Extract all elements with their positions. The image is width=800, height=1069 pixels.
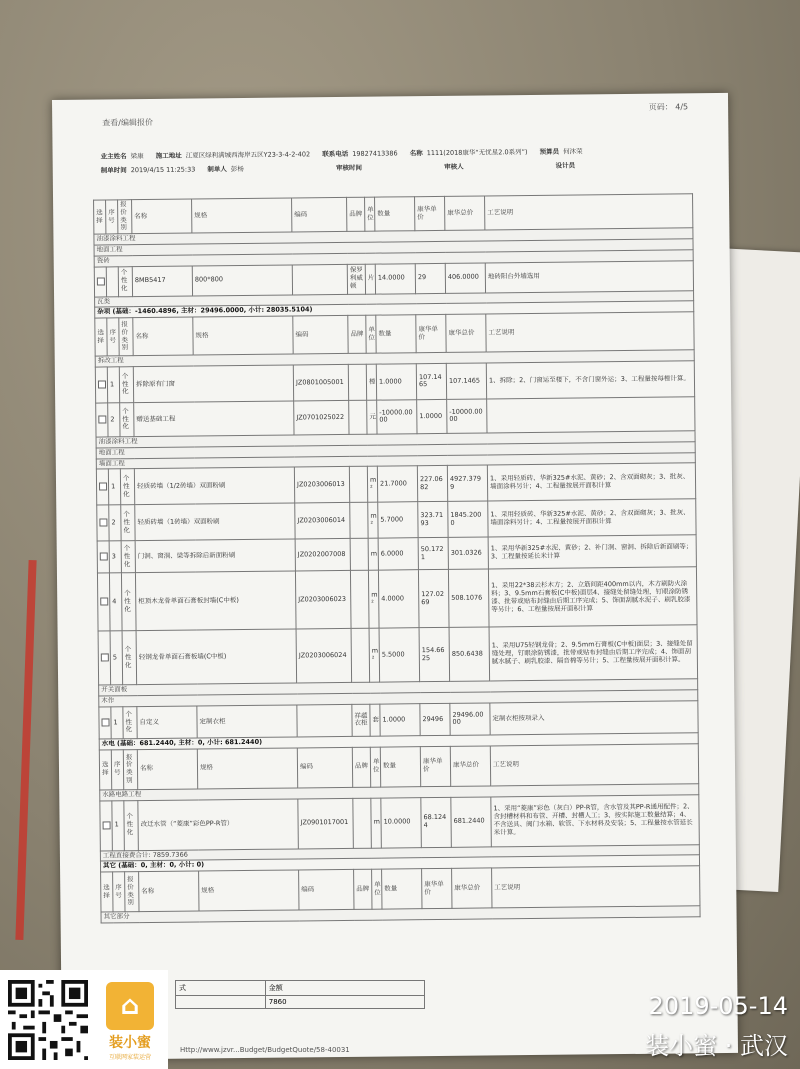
- cell-name: 8MB5417: [132, 266, 192, 297]
- cell-qty: 6.0000: [378, 538, 418, 570]
- logo-tagline: 互联网家装运营: [108, 1054, 151, 1061]
- direct-cost-total: 工程直接费合计: 7859.7366: [100, 844, 699, 861]
- row-checkbox[interactable]: [103, 821, 111, 829]
- header-select: 选择: [94, 200, 106, 234]
- info-line-2: [101, 160, 579, 174]
- cell-code: JZ0203006014: [295, 503, 350, 540]
- cell-brand: 祥蕴衣柜: [352, 704, 370, 736]
- cell-desc: 1、采用U75轻钢龙骨；2、9.5mm石膏板(C中板)面层；3、接缝处留缝处理，钉眼涂防锈漆，批带或贴布封缝由后期工序完成；4、饰面刮腻水腻子、刷乳胶漆、隔音棉等另计；5、工程量按展开面积计算。: [489, 625, 698, 681]
- header-unit: 单位: [365, 197, 375, 231]
- header-select: 选择: [99, 750, 111, 790]
- logo-name: 装小蜜: [109, 1035, 151, 1051]
- table-row: [97, 567, 697, 631]
- cell-type: 个性化: [124, 800, 139, 850]
- cell-name: 柜顶木龙骨单面石膏板封墙(C中板): [135, 571, 296, 631]
- cell-total: 107.1465: [446, 363, 486, 399]
- cell-desc: 地砖阳台外墙选用: [485, 260, 693, 292]
- cell-desc: 1、采用轻质砖、华新325#水泥、黄砂；2、含双面砌灰；3、批灰、墙面涂料另计；4、工程量按展开面积计算: [488, 499, 696, 537]
- cell-qty: 5.7000: [378, 502, 418, 538]
- table-row: [97, 499, 696, 541]
- header-unit: 单位: [372, 869, 382, 909]
- header-desc: 工艺说明: [486, 312, 694, 352]
- cell-price: 50.1721: [418, 538, 448, 570]
- cell-code: JZ0203006024: [296, 629, 352, 684]
- cell-qty: 4.0000: [378, 570, 419, 628]
- header-name: 名称: [139, 871, 199, 912]
- owner-value: 梁康: [130, 152, 144, 161]
- cell-qty: 5.5000: [379, 628, 420, 682]
- header-qty: 数量: [375, 197, 415, 232]
- row-checkbox[interactable]: [99, 483, 107, 491]
- header-select: 选择: [101, 872, 113, 912]
- section-paint-2: 油漆涂料工程: [96, 431, 695, 448]
- cell-desc: 定制衣柜按项录入: [490, 701, 698, 735]
- table-row: [98, 625, 698, 685]
- cell-desc: 1、拆除；2、门窗运至楼下，不含门窗外运；3、工程量按每樘计算。: [486, 361, 694, 399]
- header-total: 康华总价: [446, 314, 486, 352]
- header-brand: 品牌: [347, 197, 365, 231]
- misc-summary: 杂项 (基础：-1460.4896, 主材：29496.0000, 小计: 28035.5104): [95, 301, 694, 318]
- footer-url: Http://www.jzvr...Budget/BudgetQuote/58-40031: [180, 1046, 350, 1054]
- cell-total: 681.2440: [451, 796, 492, 846]
- section-floor: 地面工程: [94, 239, 693, 256]
- section-wood: 木作: [99, 690, 698, 707]
- cell-total: 4927.3799: [447, 465, 487, 501]
- qr-code-icon: [8, 980, 88, 1060]
- cell-code: JZ0202007008: [295, 539, 350, 572]
- cell-price: 107.1465: [416, 363, 446, 399]
- name-value: 1111(2018康华“无忧星2.0系列”): [426, 148, 528, 158]
- page-title: 查看/编辑报价: [102, 117, 153, 128]
- cell-price: 227.0682: [417, 466, 447, 502]
- cell-seq: 1: [108, 469, 120, 505]
- header-seq: 序号: [113, 872, 125, 912]
- header-desc: 工艺说明: [492, 866, 700, 908]
- phone-value: 19827413386: [352, 149, 398, 158]
- review-time-label: 审核时间: [335, 163, 363, 173]
- header-price: 康华单价: [415, 196, 445, 230]
- cell-total: 850.6438: [449, 627, 490, 681]
- row-checkbox[interactable]: [99, 519, 107, 527]
- cell-unit: m²: [369, 628, 380, 682]
- photo-brand-stamp: 装小蜜 · 武汉: [645, 1032, 788, 1060]
- phone-label: 联系电话: [322, 149, 349, 159]
- cell-brand: 保罗利威顿: [347, 264, 365, 294]
- table-row: [95, 361, 694, 403]
- footer-summary-box: [175, 980, 425, 1020]
- section-switch: 开关面板: [99, 679, 698, 696]
- cell-price: 1.0000: [417, 399, 447, 433]
- designer-label: 设计员: [555, 161, 576, 170]
- row-checkbox[interactable]: [98, 416, 106, 424]
- address-value: 江夏区绿利满城西海岸五区Y23-3-4-2-402: [185, 150, 311, 160]
- cell-name: 赠送基础工程: [134, 401, 294, 437]
- cell-desc: 1、采用华新325#水泥、黄砂；2、补门洞、窗洞、拆除后新面刷等；3、工程量按延长米计算: [488, 535, 696, 569]
- cell-spec: 定制衣柜: [197, 705, 297, 738]
- cell-desc: 1、采用22*38云杉木方；2、立筋间距400mm以内，木方刷防火涂料；3、9.5mm石膏板(C中板)面层4、接缝处留缝处理，钉眼涂防锈漆、批带或贴布封缝由后期工序完成；5、饰面刮腻水泥子、刷乳胶漆等另计；6、工程量按展开面积计算: [488, 567, 697, 627]
- header-type: 报价类别: [119, 318, 133, 356]
- bee-icon: ⌂: [106, 982, 154, 1030]
- section-demolish: 拆改工程: [95, 350, 694, 367]
- cell-seq: 1: [107, 367, 119, 403]
- cell-unit: m²: [368, 570, 379, 628]
- header-price: 康华单价: [416, 315, 446, 353]
- owner-label: 业主姓名: [100, 152, 127, 161]
- header-desc: 工艺说明: [485, 194, 693, 230]
- header-spec: 规格: [192, 198, 292, 233]
- row-checkbox[interactable]: [97, 277, 105, 285]
- watermark-panel: [0, 970, 168, 1069]
- maker-value: 彭杨: [230, 164, 244, 174]
- address-label: 施工地址: [155, 151, 182, 160]
- cell-seq: 4: [109, 573, 122, 631]
- cell-type: 个性化: [120, 469, 134, 505]
- top-table: [93, 193, 701, 923]
- cell-code: JZ0901017001: [298, 798, 354, 849]
- cell-unit: m²: [368, 502, 378, 538]
- header-unit: 单位: [366, 315, 376, 353]
- cell-type: 个性化: [119, 367, 133, 403]
- cell-unit: m²: [367, 466, 377, 502]
- header-unit: 单位: [370, 747, 380, 787]
- footer-amount: 7860: [265, 996, 424, 1009]
- cell-unit: m: [368, 538, 378, 570]
- reviewer-label: 审核人: [444, 162, 464, 171]
- header-qty: 数量: [380, 746, 420, 786]
- cell-name: 改迁水管（“菱康”彩色PP-R管）: [138, 799, 299, 851]
- table-row: [96, 463, 695, 505]
- row-checkbox[interactable]: [100, 598, 108, 606]
- cell-name: 拆除原有门窗: [133, 365, 293, 403]
- maker-label: 制单人: [207, 165, 227, 174]
- cell-price: 29: [415, 263, 445, 293]
- row-checkbox[interactable]: [101, 654, 109, 662]
- cell-seq: 3: [109, 541, 121, 573]
- header-brand: 品牌: [352, 747, 370, 787]
- header-spec: 规格: [199, 870, 299, 911]
- footer-label-1: 式: [176, 981, 266, 996]
- date-value: 2019/4/15 11:25:33: [130, 165, 196, 175]
- cell-name: 轻质砖墙（1/2砖墙）双面粉刷: [134, 467, 294, 505]
- cell-total: 29496.0000: [450, 703, 490, 735]
- cell-name: 门洞、窗洞、梁等拆除后新面粉刷: [135, 539, 295, 573]
- table-header-row: [99, 744, 698, 790]
- header-spec: 规格: [193, 316, 293, 355]
- cell-name: 轻质砖墙（1砖墙）双面粉刷: [135, 503, 295, 541]
- cell-unit: 樘: [366, 364, 376, 400]
- cell-name: 轻钢龙骨单面石膏板墙(C中板): [136, 629, 297, 685]
- cell-unit: m: [371, 798, 382, 848]
- header-qty: 数量: [382, 869, 422, 909]
- header-brand: 品牌: [354, 869, 372, 909]
- brand-logo: [100, 982, 160, 1060]
- header-code: 编码: [297, 747, 352, 788]
- table-header-row: [95, 312, 694, 356]
- section-paint: 油漆涂料工程: [94, 228, 693, 245]
- cell-price: 323.7193: [418, 502, 448, 538]
- header-brand: 品牌: [348, 315, 366, 353]
- info-line-1: [101, 146, 593, 160]
- budget-label: 预算员: [539, 147, 560, 156]
- cell-qty: -10000.0000: [377, 400, 417, 434]
- section-floor-2: 地面工程: [96, 442, 695, 459]
- cell-total: 508.1076: [448, 569, 489, 627]
- cell-total: 301.0326: [448, 537, 488, 569]
- row-checkbox[interactable]: [100, 553, 108, 561]
- table-row: [100, 794, 699, 850]
- cell-seq: 2: [109, 505, 121, 541]
- cell-seq: 1: [111, 707, 123, 739]
- name-label: 名称: [409, 149, 423, 158]
- other-summary: 其它 (基础：0, 主材：0, 小计: 0): [100, 855, 699, 872]
- section-water: 水路电路工程: [100, 784, 699, 801]
- cell-type: 个性化: [121, 541, 135, 573]
- header-total: 康华总价: [452, 868, 492, 908]
- cell-type: 个性化: [122, 631, 137, 685]
- header-price: 康华单价: [422, 868, 452, 908]
- cell-price: 29496: [420, 703, 450, 735]
- header-type: 报价类别: [123, 749, 137, 789]
- cell-total: -10000.0000: [447, 399, 487, 433]
- cell-total: 1845.2000: [448, 501, 488, 537]
- header-seq: 序号: [107, 318, 119, 356]
- cell-unit: 片: [365, 264, 375, 294]
- header-seq: 序号: [106, 200, 118, 234]
- water-summary: 水电 (基础：681.2440, 主材：0, 小计: 681.2440): [99, 733, 698, 750]
- footer-label-2: 金额: [265, 981, 424, 996]
- section-other: 其它部分: [101, 906, 700, 923]
- cell-unit: 套: [370, 704, 380, 736]
- cell-seq: 5: [110, 631, 123, 685]
- date-label: 制单时间: [100, 166, 127, 175]
- header-code: 编码: [293, 316, 348, 355]
- cell-qty: 10.0000: [381, 797, 422, 847]
- row-checkbox[interactable]: [101, 718, 109, 726]
- header-qty: 数量: [376, 315, 416, 353]
- section-tile: 瓷砖: [94, 250, 693, 267]
- budget-value: 何沐荣: [563, 147, 583, 156]
- header-seq: 序号: [111, 750, 123, 790]
- cell-code: JZ0203006013: [294, 467, 349, 504]
- header-spec: 规格: [197, 748, 297, 789]
- photo-date-stamp: 2019-05-14: [648, 992, 788, 1020]
- header-total: 康华总价: [445, 196, 485, 231]
- header-name: 名称: [132, 199, 192, 234]
- header-type: 报价类别: [125, 872, 139, 912]
- cell-total: 406.0000: [445, 263, 485, 293]
- cell-qty: 1.0000: [380, 704, 420, 736]
- header-name: 名称: [137, 749, 197, 790]
- cell-qty: 21.7000: [377, 466, 417, 502]
- cell-type: 个性化: [118, 266, 132, 296]
- header-select: 选择: [95, 318, 107, 356]
- cell-desc: [487, 397, 695, 433]
- cell-seq: 2: [108, 403, 120, 437]
- section-wall: 墙面工程: [96, 452, 695, 469]
- cell-spec: 800*800: [192, 265, 292, 296]
- cell-code: JZ0701025022: [294, 400, 349, 435]
- cell-unit: 元: [367, 400, 377, 434]
- cell-type: 个性化: [121, 505, 135, 541]
- cell-name: 自定义: [137, 706, 197, 739]
- header-type: 报价类别: [118, 200, 132, 234]
- cell-price: 127.0269: [418, 570, 449, 628]
- cell-type: 个性化: [123, 707, 137, 739]
- quote-document: [52, 93, 738, 1060]
- header-desc: 工艺说明: [490, 744, 698, 786]
- cell-type: 个性化: [121, 573, 136, 631]
- header-price: 康华单价: [420, 746, 450, 786]
- row-checkbox[interactable]: [98, 381, 106, 389]
- cell-price: 154.6625: [419, 628, 450, 682]
- header-code: 编码: [299, 870, 354, 911]
- cell-desc: 1、采用“菱康”彩色（灰白）PP-R管，含水管及其PP-R通用配件；2、含封槽材料和布管、开槽、封槽人工；3、按实际施工数量结算；4、不含送具、阀门水箱、软管、下水材料及安装；5、工程量按水管延长米计算。: [491, 794, 700, 846]
- section-tile-2: 瓦类: [95, 290, 694, 307]
- cell-seq: 1: [112, 800, 125, 850]
- header-code: 编码: [292, 197, 347, 232]
- cell-code: JZ0801005001: [293, 364, 348, 401]
- table-header-row: [101, 866, 700, 912]
- header-total: 康华总价: [450, 746, 490, 786]
- cell-qty: 1.0000: [376, 364, 416, 400]
- cell-qty: 14.0000: [375, 263, 415, 293]
- cell-desc: 1、采用轻质砖、华新325#水泥、黄砂；2、含双面砌灰；3、批灰、墙面涂料另计；4、工程量按展开面积计算: [487, 463, 695, 501]
- page-number: 页码： 4/5: [648, 102, 689, 112]
- cell-type: 个性化: [120, 403, 134, 437]
- header-name: 名称: [133, 317, 193, 356]
- cell-code: JZ0203006023: [295, 571, 351, 630]
- cell-price: 68.1244: [421, 797, 452, 847]
